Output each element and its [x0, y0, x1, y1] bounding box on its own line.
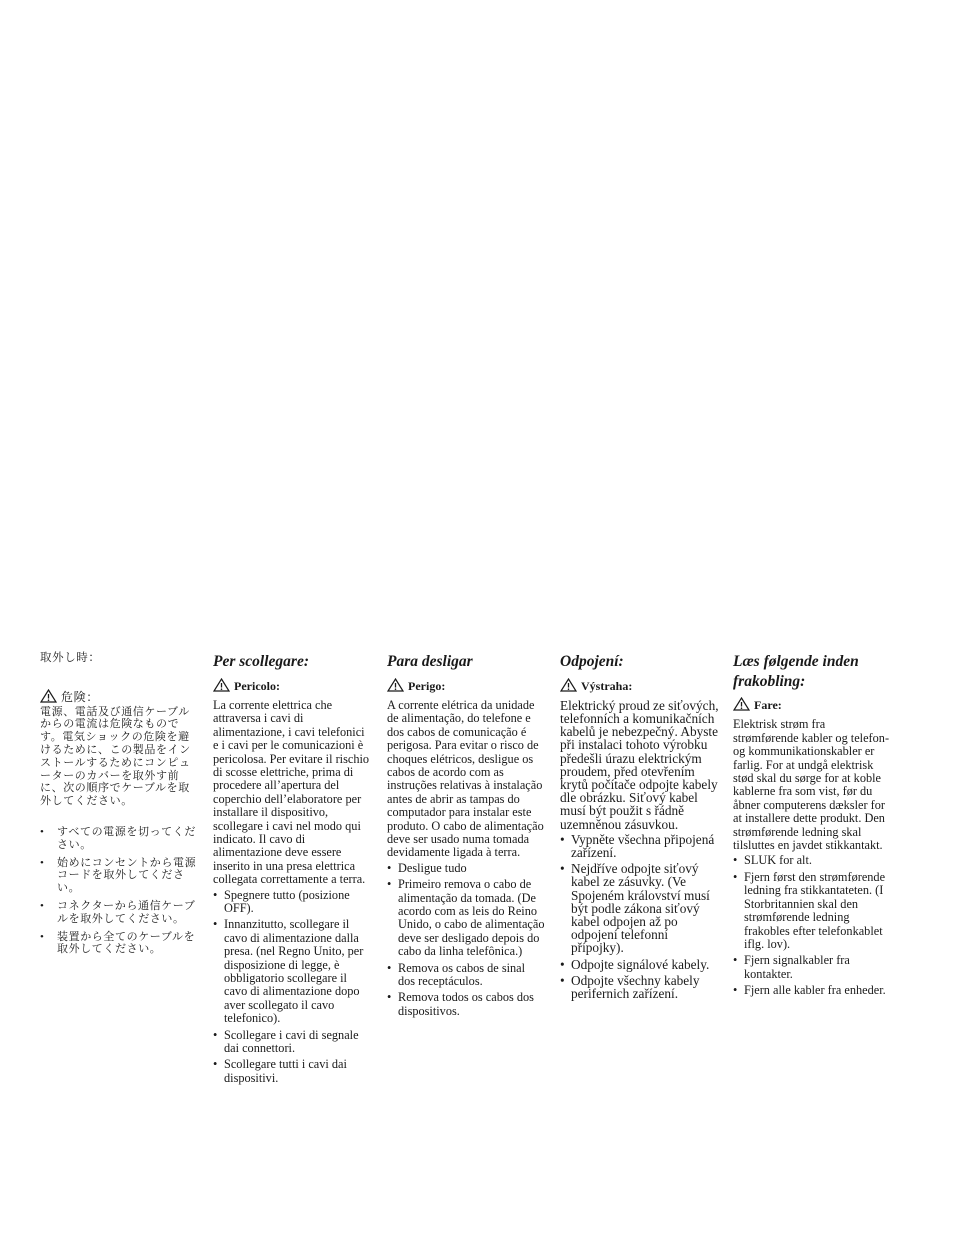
step-list — [213, 889, 371, 1086]
step-list — [40, 826, 200, 956]
column-portuguese — [387, 652, 545, 1021]
list-item: • Fjern signalkabler fra kontakter. — [733, 954, 893, 981]
list-item: • 装置から全てのケーブルを取外してください。 — [40, 931, 200, 957]
list-item: • Odpojte signálové kabely. — [560, 958, 720, 971]
warning-line — [560, 678, 720, 693]
column-czech — [560, 652, 720, 1003]
warning-body: Elektrisk strøm fra strømførende kabler og telefon- og kommunikationskabler er farlig. For at undgå elektrisk stød skal du sørge for at koble kablerne fra som vist, før du åbner computerens dæksler for at installere dette produkt. Den strømførende ledning skal tilsluttes en javdet stikkantakt. — [733, 717, 890, 853]
section-heading: Para desligar — [387, 653, 473, 670]
section-heading: 取外し時： — [40, 652, 101, 664]
list-item: • Scollegare tutti i cavi dai dispositivi. — [213, 1058, 371, 1085]
step-list — [560, 833, 720, 1000]
list-item: • コネクターから通信ケーブルを取外してください。 — [40, 900, 200, 926]
warning-label: Fare: — [754, 698, 782, 712]
step-list — [733, 854, 893, 997]
list-item: • Spegnere tutto (posizione OFF). — [213, 889, 371, 916]
section-heading: Læs følgende inden frakobling: — [733, 653, 859, 690]
warning-triangle-icon — [560, 678, 577, 692]
list-item: • Vypněte všechna připojená zařízení. — [560, 833, 720, 859]
list-item: • すべての電源を切ってください。 — [40, 826, 200, 852]
warning-body: Elektrický proud ze siťových, telefonních a komunikačních kabelů je nebezpečný. Abyste při instalaci tohoto výrobku předešli úrazu elektrickým proudem, před otevřením krytů počítače odpojte kabely dle obrázku. Siťový kabel musí být použit s řádně uzemněnou zásuvkou. — [560, 697, 719, 832]
list-item: • Remova todos os cabos dos dispositivos. — [387, 991, 545, 1018]
section-heading: Per scollegare: — [213, 653, 309, 670]
warning-triangle-icon — [387, 678, 404, 692]
list-item: • Remova os cabos de sinal dos receptáculos. — [387, 962, 545, 989]
warning-triangle-icon — [213, 678, 230, 692]
warning-label: Pericolo: — [234, 678, 280, 693]
warning-line — [213, 678, 371, 693]
warning-line — [40, 689, 200, 704]
list-item: • Desligue tudo — [387, 862, 545, 875]
warning-label: 危険： — [61, 689, 99, 704]
section-heading: Odpojení: — [560, 653, 624, 670]
list-item: • Primeiro remova o cabo de alimentação da tomada. (De acordo com as leis do Reino Unido, o cabo de alimentação deve ser desligado depois do cabo da linha telefônica.) — [387, 878, 545, 958]
warning-triangle-icon — [733, 697, 750, 711]
column-danish — [733, 652, 893, 1001]
step-list — [387, 862, 545, 1018]
warning-body: La corrente elettrica che attraversa i cavi di alimentazione, i cavi telefonici e i cavi per le comunicazioni è pericolosa. Per evitare il rischio di scosse elettriche, prima di procedere all’apertura del coperchio dell’elaboratore per installare il dispositivo, scollegare i cavi nel modo qui indicato. Il cavo di alimentazione deve essere inserito in una presa elettrica collegata correttamente a terra. — [213, 697, 370, 887]
warning-label: Perigo: — [408, 678, 446, 693]
list-item: • Odpojte všechny kabely perifernich zařízení. — [560, 974, 720, 1000]
warning-line — [387, 678, 545, 693]
warning-triangle-icon — [40, 689, 57, 703]
warning-label: Výstraha: — [581, 678, 633, 693]
list-item: • Fjern alle kabler fra enheder. — [733, 984, 893, 997]
column-italian — [213, 652, 371, 1088]
list-item: • 始めにコンセントから電源コードを取外してください。 — [40, 857, 200, 895]
list-item: • SLUK for alt. — [733, 854, 893, 867]
list-item: • Fjern først den strømførende ledning fra stikkantateten. (I Storbritannien skal den strømførende ledning frakobles efter telefonkablet iflg. lov). — [733, 871, 893, 951]
list-item: • Innanzitutto, scollegare il cavo di alimentazione dalla presa. (nel Regno Unito, per disposizione di legge, è obbligatorio scollegare il cavo di alimentazione dopo aver scollegato il cavo telefonico). — [213, 918, 371, 1025]
warning-line — [733, 697, 893, 712]
list-item: • Nejdříve odpojte siťový kabel ze zásuvky. (Ve Spojeném království musí být podle zákona siťový kabel odpojen až po odpojení telefonní přípojky). — [560, 862, 720, 954]
warning-body: 電源、電話及び通信ケーブルからの電流は危険なものです。電気ショックの危険を避けるために、この製品をインストールするためにコンピューターのカバーを取外す前に、次の順序でケーブルを取外してください。 — [40, 705, 191, 808]
list-item: • Scollegare i cavi di segnale dai connettori. — [213, 1029, 371, 1056]
warning-body: A corrente elétrica da unidade de alimentação, do telefone e dos cabos de comunicação é perigosa. Para evitar o risco de choques elétricos, desligue os cabos de acordo com as instruções relativas à instalação antes de abrir as tampas do computador para instalar este produto. O cabo de alimentação deve ser usado numa tomada devidamente ligada à terra. — [387, 697, 544, 860]
column-japanese — [40, 652, 200, 961]
